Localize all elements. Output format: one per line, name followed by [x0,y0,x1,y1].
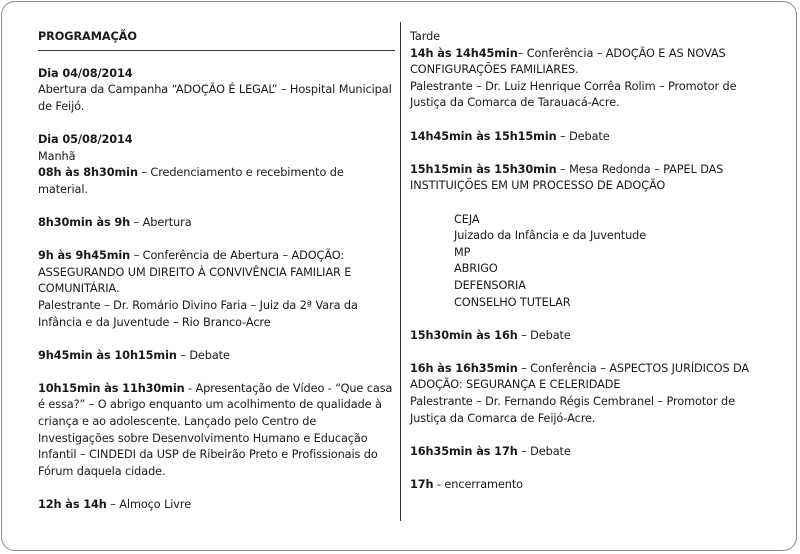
institution-item: Juizado da Infância e da Juventude [454,229,647,243]
schedule-item [410,162,762,195]
item-text: – Abertura [130,215,192,229]
item-time: 10h15min às 11h30min [38,381,185,395]
day1-date: Dia 04/08/2014 [38,66,133,80]
item-time: 16h35min às 17h [410,444,518,458]
item-text: - encerramento [433,478,523,492]
schedule-item [38,165,394,198]
item-time: 14h às 14h45min [410,46,518,60]
institution-item: MP [454,245,471,259]
day2-block [38,132,394,198]
item-speaker: Palestrante – Dr. Luiz Henrique Corrêa Rolim – Promotor de Justiça da Comarca de Tarauacá-Acre. [410,79,737,110]
schedule-item [410,129,762,146]
day1-text: Abertura da Campanha “ADOÇÃO É LEGAL” – Hospital Municipal de Feijó. [38,83,392,113]
item-time: 14h45min às 15h15min [410,129,557,143]
item-text: – Conferência de Abertura – ADOÇÃO: ASSEGURANDO UM DIREITO À CONVIVÊNCIA FAMILIAR E COMUNITÁRIA. [38,249,352,296]
institution-item: ABRIGO [454,262,498,276]
item-time: 17h [410,478,434,492]
item-time: 15h15min às 15h30min [410,162,557,176]
afternoon-first-block [410,29,762,112]
item-speaker: Palestrante – Dr. Fernando Régis Cembranel – Promotor de Justiça da Comarca de Feijó-Acre. [410,395,735,425]
item-time: 9h às 9h45min [38,249,131,263]
item-text: – Debate [556,129,610,143]
program-heading: PROGRAMAÇÃO [38,29,395,51]
institutions-list [410,212,762,312]
item-time: 8h30min às 9h [38,215,131,229]
right-column [410,29,762,510]
schedule-item [410,477,762,494]
item-text: – Almoço Livre [106,498,192,512]
schedule-item [38,497,394,514]
institution-item: CEJA [454,212,480,226]
day1-block [38,66,394,116]
item-speaker: Palestrante – Dr. Romário Divino Faria – Juiz da 2ª Vara da Infância e da Juventude – Rio Branco-Acre [38,298,358,329]
item-text: – Mesa Redonda – PAPEL DAS INSTITUIÇÕES EM UM PROCESSO DE ADOÇÃO [410,162,724,193]
institution-item: DEFENSORIA [454,278,526,292]
day2-period: Manhã [38,149,76,163]
item-text: – Debate [517,328,571,342]
schedule-item [38,248,394,331]
item-time: 12h às 14h [38,498,107,512]
item-time: 9h45min às 10h15min [38,348,177,362]
afternoon-period: Tarde [410,30,441,43]
item-time: 08h às 8h30min [38,166,138,180]
schedule-item [410,361,762,427]
schedule-item [38,215,394,232]
item-time: 16h às 16h35min [410,361,518,375]
left-column [38,29,394,530]
item-text: – Debate [517,444,571,458]
schedule-item [410,444,762,461]
institution-item: CONSELHO TUTELAR [454,295,571,309]
item-text: – Conferência – ASPECTOS JURÍDICOS DA ADOÇÃO: SEGURANÇA E CELERIDADE [410,361,750,392]
schedule-item [38,348,394,365]
day2-date: Dia 05/08/2014 [38,132,133,146]
item-text: – Debate [176,348,230,362]
schedule-item [410,328,762,345]
item-text: - Apresentação de Vídeo - “Que casa é essa?” – O abrigo enquanto um acolhimento de qualidade à criança e ao adolescente. Lançado pelo Centro de Investigações sobre Desenvolvimento Humano e Educação Infantil – CINDEDI da USP de Ribeirão Preto e Profissionais do Fórum daquela cidade. [38,381,393,478]
schedule-item [38,381,394,481]
item-time: 15h30min às 16h [410,328,518,342]
item-text: – Credenciamento e recebimento de material. [38,166,344,196]
column-divider [400,22,401,521]
item-text: – Conferência – ADOÇÃO E AS NOVAS CONFIGURAÇÕES FAMILIARES. [410,46,726,77]
